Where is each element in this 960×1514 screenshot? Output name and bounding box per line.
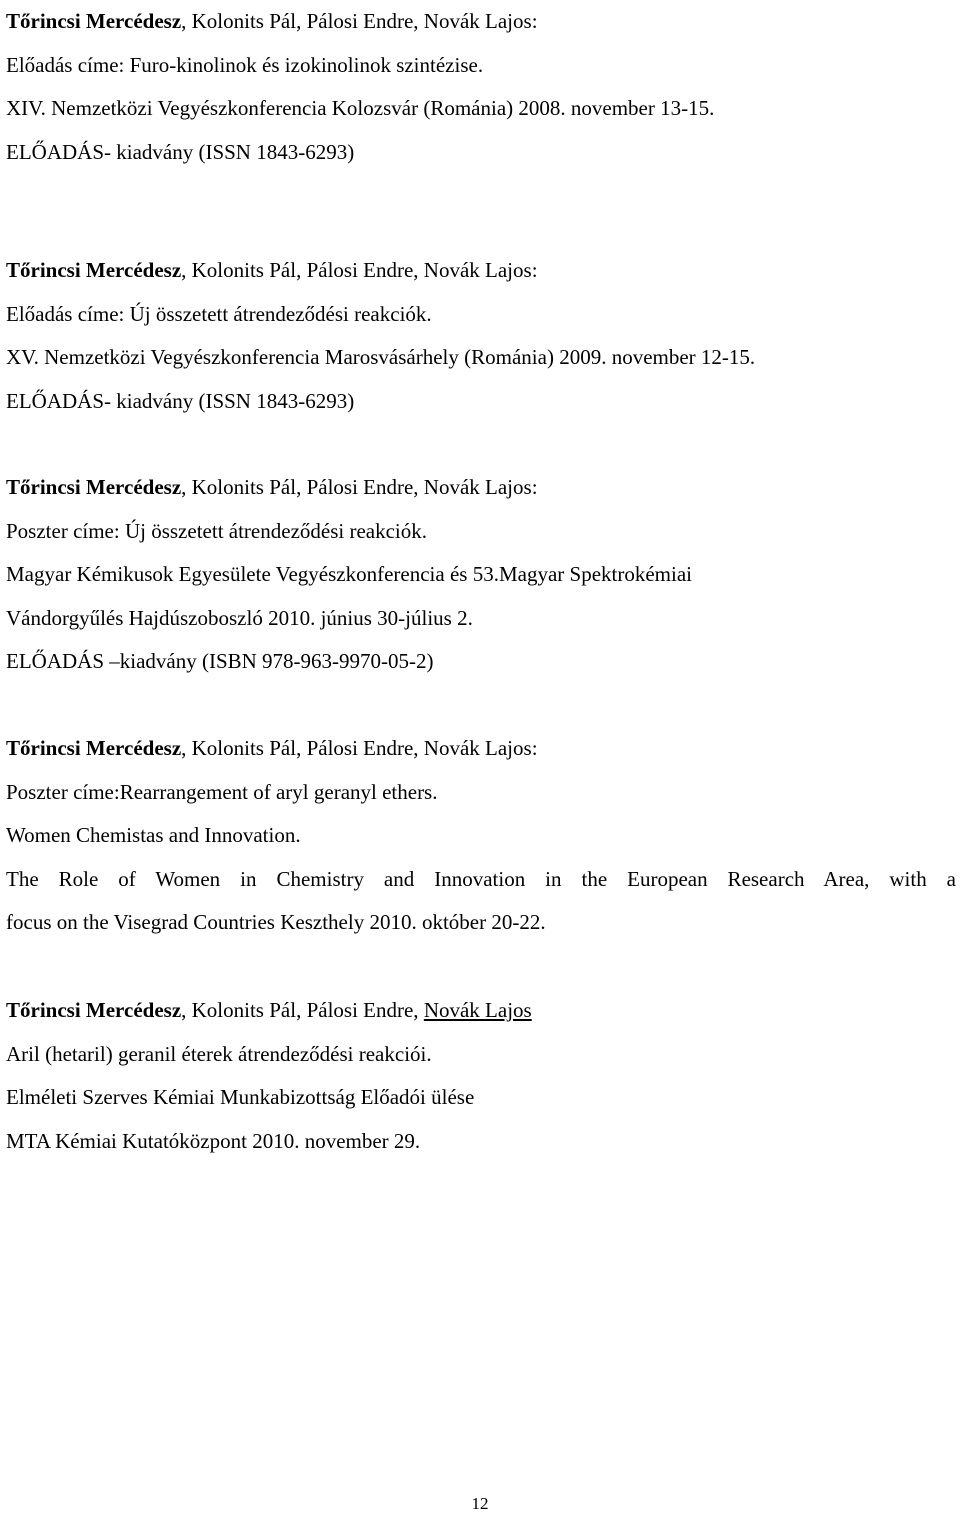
entry-title: Előadás címe: Furo-kinolinok és izokinolinok szintézise. [6,52,484,77]
publication-entry-3 [6,466,956,684]
entry-event-location: focus on the Visegrad Countries Keszthely 2010. október 20-22. [6,910,546,934]
entry-event: Women Chemistas and Innovation. [6,823,301,847]
entry-venue-continued: Vándorgyűlés Hajdúszoboszló 2010. június 30-július 2. [6,605,473,630]
entry-authors [6,989,956,1033]
co-authors: , Kolonits Pál, Pálosi Endre, [181,998,424,1022]
entry-venue: XIV. Nemzetközi Vegyészkonferencia Kolozsvár (Románia) 2008. november 13-15. [6,96,715,120]
publication-entry-5 [6,989,956,1163]
publication-entry-1 [6,0,956,174]
entry-publication: ELŐADÁS- kiadvány (ISSN 1843-6293) [6,388,355,413]
entry-authors [6,249,956,293]
author-underlined: Novák Lajos [423,998,532,1022]
entry-title: Előadás címe: Új összetett átrendeződési reakciók. [6,301,432,326]
entry-venue: MTA Kémiai Kutatóközpont 2010. november 29. [6,1128,421,1153]
author-highlighted: Tőrincsi Mercédesz [6,9,182,33]
author-highlighted: Tőrincsi Mercédesz [6,736,182,760]
entry-publication: ELŐADÁS –kiadvány (ISBN 978-963-9970-05-2) [6,649,434,673]
publication-entry-2 [6,249,956,423]
entry-venue: Magyar Kémikusok Egyesülete Vegyészkonferencia és 53.Magyar Spektrokémiai [6,562,692,586]
publication-entry-4 [6,727,956,945]
co-authors: , Kolonits Pál, Pálosi Endre, Novák Lajos: [181,475,538,499]
co-authors: , Kolonits Pál, Pálosi Endre, Novák Lajos: [181,736,538,760]
entry-authors [6,0,956,44]
entry-authors [6,466,956,510]
entry-title: Aril (hetaril) geranil éterek átrendeződési reakciói. [6,1041,432,1066]
co-authors: , Kolonits Pál, Pálosi Endre, Novák Lajos: [181,258,538,282]
entry-authors [6,727,956,771]
page-number: 12 [471,1494,489,1513]
entry-event-description: The Role of Women in Chemistry and Innovation in the European Research Area, with a [6,866,956,891]
author-highlighted: Tőrincsi Mercédesz [6,258,182,282]
entry-venue: XV. Nemzetközi Vegyészkonferencia Marosvásárhely (Románia) 2009. november 12-15. [6,345,756,369]
entry-title: Poszter címe:Rearrangement of aryl geranyl ethers. [6,779,438,804]
entry-title: Poszter címe: Új összetett átrendeződési reakciók. [6,518,428,543]
entry-publication: ELŐADÁS- kiadvány (ISSN 1843-6293) [6,139,355,164]
entry-event: Elméleti Szerves Kémiai Munkabizottság Előadói ülése [6,1085,475,1109]
author-highlighted: Tőrincsi Mercédesz [6,998,182,1022]
co-authors: , Kolonits Pál, Pálosi Endre, Novák Lajos: [181,9,538,33]
author-highlighted: Tőrincsi Mercédesz [6,475,182,499]
